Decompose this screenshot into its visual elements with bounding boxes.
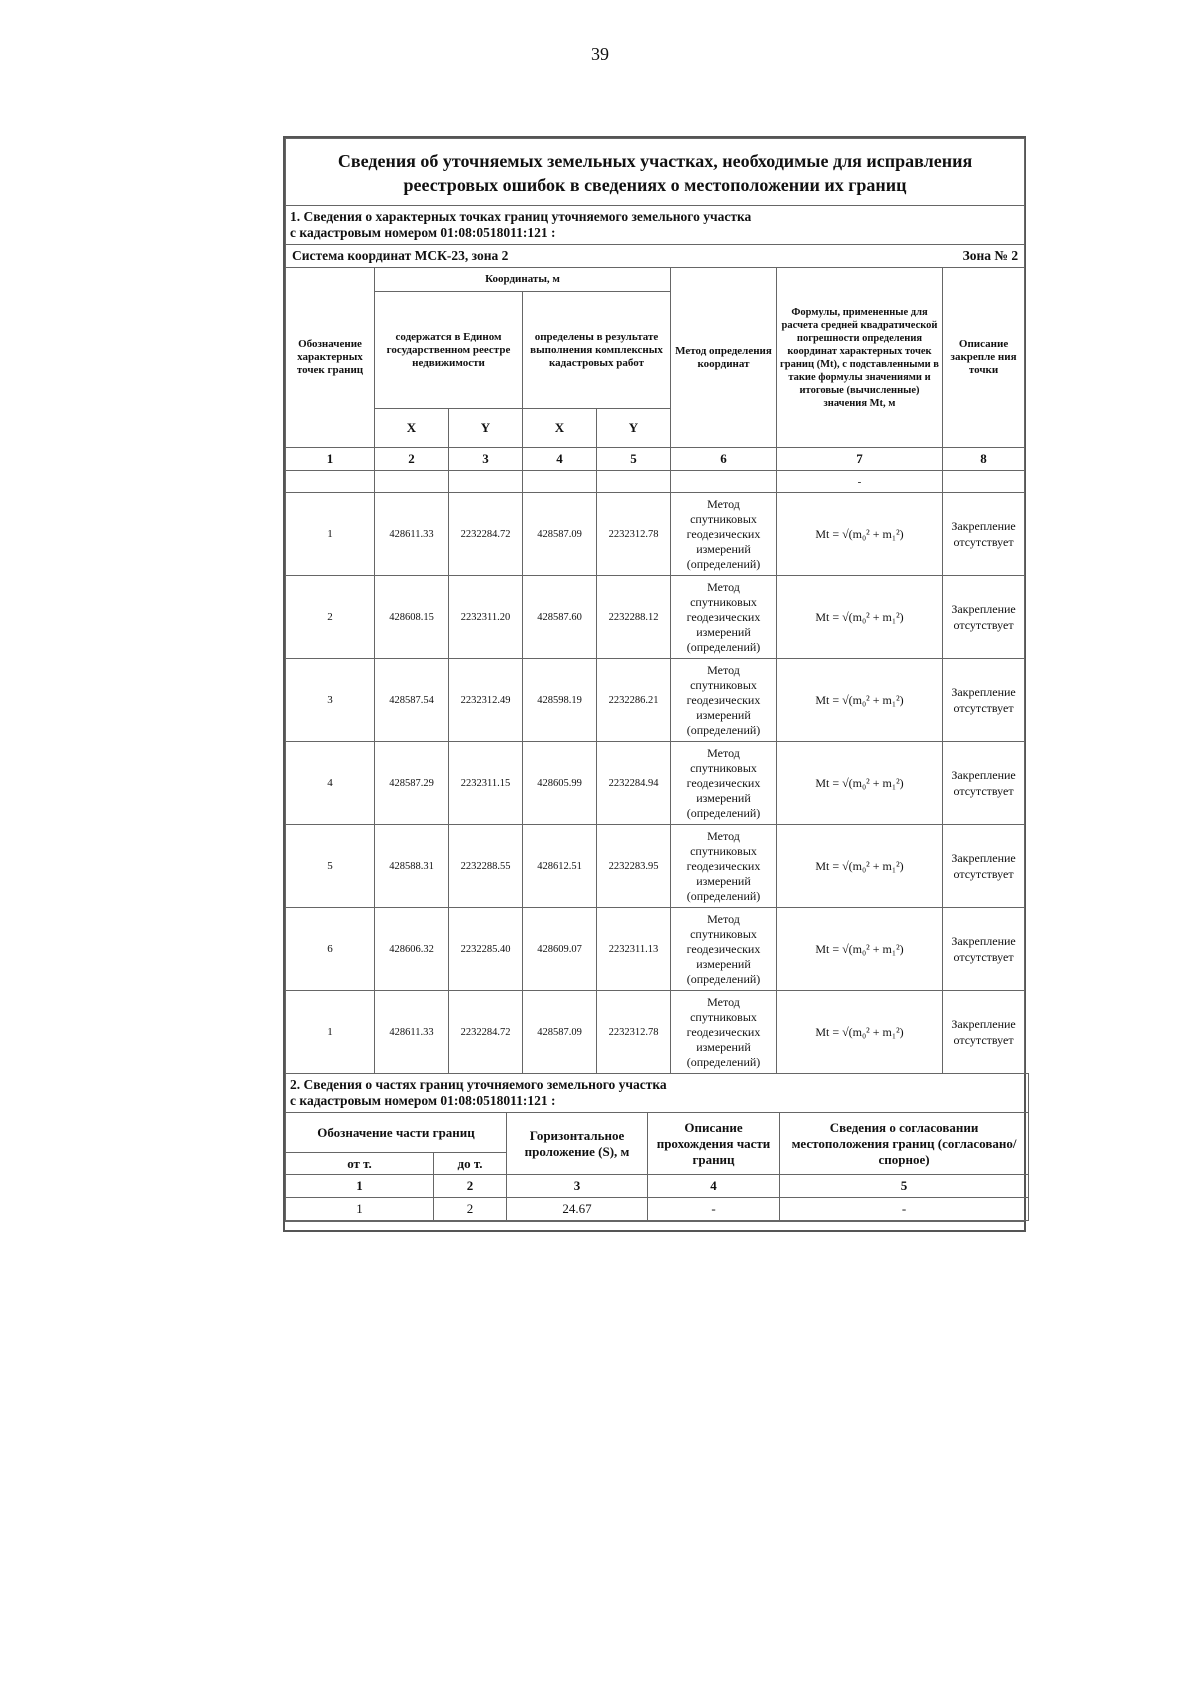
table-row — [286, 825, 1025, 908]
column-number: 1 — [286, 1175, 434, 1198]
header-method: Метод определения координат — [671, 268, 777, 448]
fixing-cell: Закрепление отсутствует — [943, 908, 1025, 991]
point-cell: 2 — [286, 576, 375, 659]
formula-cell: Mt = √(m₀² + m₁²) — [777, 742, 943, 825]
x-determined-cell: 428605.99 — [523, 742, 597, 825]
cadastral-document — [283, 136, 1026, 1232]
point-cell: 4 — [286, 742, 375, 825]
header-point-designation: Обозначение характерных точек границ — [286, 268, 375, 448]
formula-cell: Mt = √(m₀² + m₁²) — [777, 493, 943, 576]
zone-label: Зона № 2 — [962, 248, 1019, 263]
header-formula: Формулы, примененные для расчета средней квадратической погрешности определения координат характерных точек границ (Mt), с подставленными в такие формулы значениями и итоговые (вычисленные) значения Mt, м — [777, 268, 943, 448]
header-determined: определены в результате выполнения комплексных кадастровых работ — [523, 292, 671, 409]
formula-cell: Mt = √(m₀² + m₁²) — [777, 908, 943, 991]
header-fixing: Описание закрепле ния точки — [943, 268, 1025, 448]
y-registry-cell: 2232311.15 — [449, 742, 523, 825]
method-cell: Метод спутниковых геодезических измерений (определений) — [671, 659, 777, 742]
table-row — [286, 991, 1025, 1074]
column-number: 3 — [449, 448, 523, 471]
method-cell: Метод спутниковых геодезических измерений (определений) — [671, 908, 777, 991]
point-cell: 6 — [286, 908, 375, 991]
y-determined-cell: 2232312.78 — [597, 493, 671, 576]
point-cell: 3 — [286, 659, 375, 742]
fixing-cell: Закрепление отсутствует — [943, 659, 1025, 742]
fixing-cell: Закрепление отсутствует — [943, 742, 1025, 825]
table-row — [286, 742, 1025, 825]
column-number: 5 — [597, 448, 671, 471]
column-number: 4 — [648, 1175, 780, 1198]
column-number: 3 — [507, 1175, 648, 1198]
description-cell: - — [648, 1198, 780, 1221]
section1-title: 1. Сведения о характерных точках границ уточняемого земельного участка с кадастровым номером 01:08:0518011:121 : — [286, 206, 1025, 245]
x-registry-cell: 428587.29 — [375, 742, 449, 825]
table-row — [286, 908, 1025, 991]
formula-cell: Mt = √(m₀² + m₁²) — [777, 576, 943, 659]
fixing-cell: Закрепление отсутствует — [943, 825, 1025, 908]
table-bottom-border — [285, 1221, 1024, 1230]
y-determined-cell: 2232288.12 — [597, 576, 671, 659]
header-to: до т. — [434, 1153, 507, 1175]
section2-column-numbers-row — [286, 1175, 1029, 1198]
column-number: 2 — [375, 448, 449, 471]
method-cell: Метод спутниковых геодезических измерений (определений) — [671, 493, 777, 576]
column-number: 7 — [777, 448, 943, 471]
document-title-line2: реестровых ошибок в сведениях о местоположении их границ — [403, 175, 907, 195]
header-x1: X — [375, 409, 449, 448]
table-row — [286, 659, 1025, 742]
header-agreement: Сведения о согласовании местоположения границ (согласовано/спорное) — [780, 1113, 1029, 1175]
x-determined-cell: 428587.09 — [523, 493, 597, 576]
x-registry-cell: 428608.15 — [375, 576, 449, 659]
section1-table — [285, 138, 1025, 1074]
header-from: от т. — [286, 1153, 434, 1175]
x-determined-cell: 428587.09 — [523, 991, 597, 1074]
section2-title: 2. Сведения о частях границ уточняемого земельного участка с кадастровым номером 01:08:0518011:121 : — [286, 1074, 1029, 1113]
column-number: 1 — [286, 448, 375, 471]
method-cell: Метод спутниковых геодезических измерений (определений) — [671, 825, 777, 908]
y-determined-cell: 2232311.13 — [597, 908, 671, 991]
point-cell: 1 — [286, 991, 375, 1074]
x-registry-cell: 428588.31 — [375, 825, 449, 908]
x-determined-cell: 428609.07 — [523, 908, 597, 991]
point-cell: 1 — [286, 493, 375, 576]
formula-cell: Mt = √(m₀² + m₁²) — [777, 991, 943, 1074]
y-registry-cell: 2232284.72 — [449, 493, 523, 576]
page-number: 39 — [591, 44, 609, 64]
y-registry-cell: 2232285.40 — [449, 908, 523, 991]
x-registry-cell: 428611.33 — [375, 493, 449, 576]
empty-row — [286, 471, 1025, 493]
x-determined-cell: 428612.51 — [523, 825, 597, 908]
agreement-cell: - — [780, 1198, 1029, 1221]
y-determined-cell: 2232283.95 — [597, 825, 671, 908]
x-registry-cell: 428611.33 — [375, 991, 449, 1074]
column-number: 8 — [943, 448, 1025, 471]
header-coordinates: Координаты, м — [375, 268, 671, 292]
header-in-registry: содержатся в Едином государственном реестре недвижимости — [375, 292, 523, 409]
column-number: 6 — [671, 448, 777, 471]
y-determined-cell: 2232286.21 — [597, 659, 671, 742]
y-registry-cell: 2232288.55 — [449, 825, 523, 908]
x-registry-cell: 428606.32 — [375, 908, 449, 991]
method-cell: Метод спутниковых геодезических измерений (определений) — [671, 742, 777, 825]
from-cell: 1 — [286, 1198, 434, 1221]
column-number: 4 — [523, 448, 597, 471]
x-determined-cell: 428587.60 — [523, 576, 597, 659]
table-row — [286, 576, 1025, 659]
header-y2: Y — [597, 409, 671, 448]
column-numbers-row — [286, 448, 1025, 471]
header-horizontal: Горизонтальное проложение (S), м — [507, 1113, 648, 1175]
table-row — [286, 493, 1025, 576]
coordinate-system: Система координат МСК-23, зона 2 — [292, 248, 509, 263]
column-number: 2 — [434, 1175, 507, 1198]
fixing-cell: Закрепление отсутствует — [943, 576, 1025, 659]
document-title — [286, 139, 1025, 206]
header-description: Описание прохождения части границ — [648, 1113, 780, 1175]
coordinate-system-row — [286, 245, 1025, 268]
table-row — [286, 1198, 1029, 1221]
method-cell: Метод спутниковых геодезических измерений (определений) — [671, 576, 777, 659]
header-part-designation: Обозначение части границ — [286, 1113, 507, 1153]
y-registry-cell: 2232312.49 — [449, 659, 523, 742]
point-cell: 5 — [286, 825, 375, 908]
formula-cell: Mt = √(m₀² + m₁²) — [777, 825, 943, 908]
y-determined-cell: 2232312.78 — [597, 991, 671, 1074]
column-number: 5 — [780, 1175, 1029, 1198]
document-title-line1: Сведения об уточняемых земельных участках, необходимые для исправления — [337, 151, 973, 171]
x-determined-cell: 428598.19 — [523, 659, 597, 742]
y-registry-cell: 2232311.20 — [449, 576, 523, 659]
method-cell: Метод спутниковых геодезических измерений (определений) — [671, 991, 777, 1074]
fixing-cell: Закрепление отсутствует — [943, 493, 1025, 576]
formula-cell: Mt = √(m₀² + m₁²) — [777, 659, 943, 742]
section2-table — [285, 1073, 1029, 1221]
y-registry-cell: 2232284.72 — [449, 991, 523, 1074]
length-cell: 24.67 — [507, 1198, 648, 1221]
empty-row-formula: - — [777, 471, 943, 493]
y-determined-cell: 2232284.94 — [597, 742, 671, 825]
header-y1: Y — [449, 409, 523, 448]
x-registry-cell: 428587.54 — [375, 659, 449, 742]
to-cell: 2 — [434, 1198, 507, 1221]
header-x2: X — [523, 409, 597, 448]
fixing-cell: Закрепление отсутствует — [943, 991, 1025, 1074]
